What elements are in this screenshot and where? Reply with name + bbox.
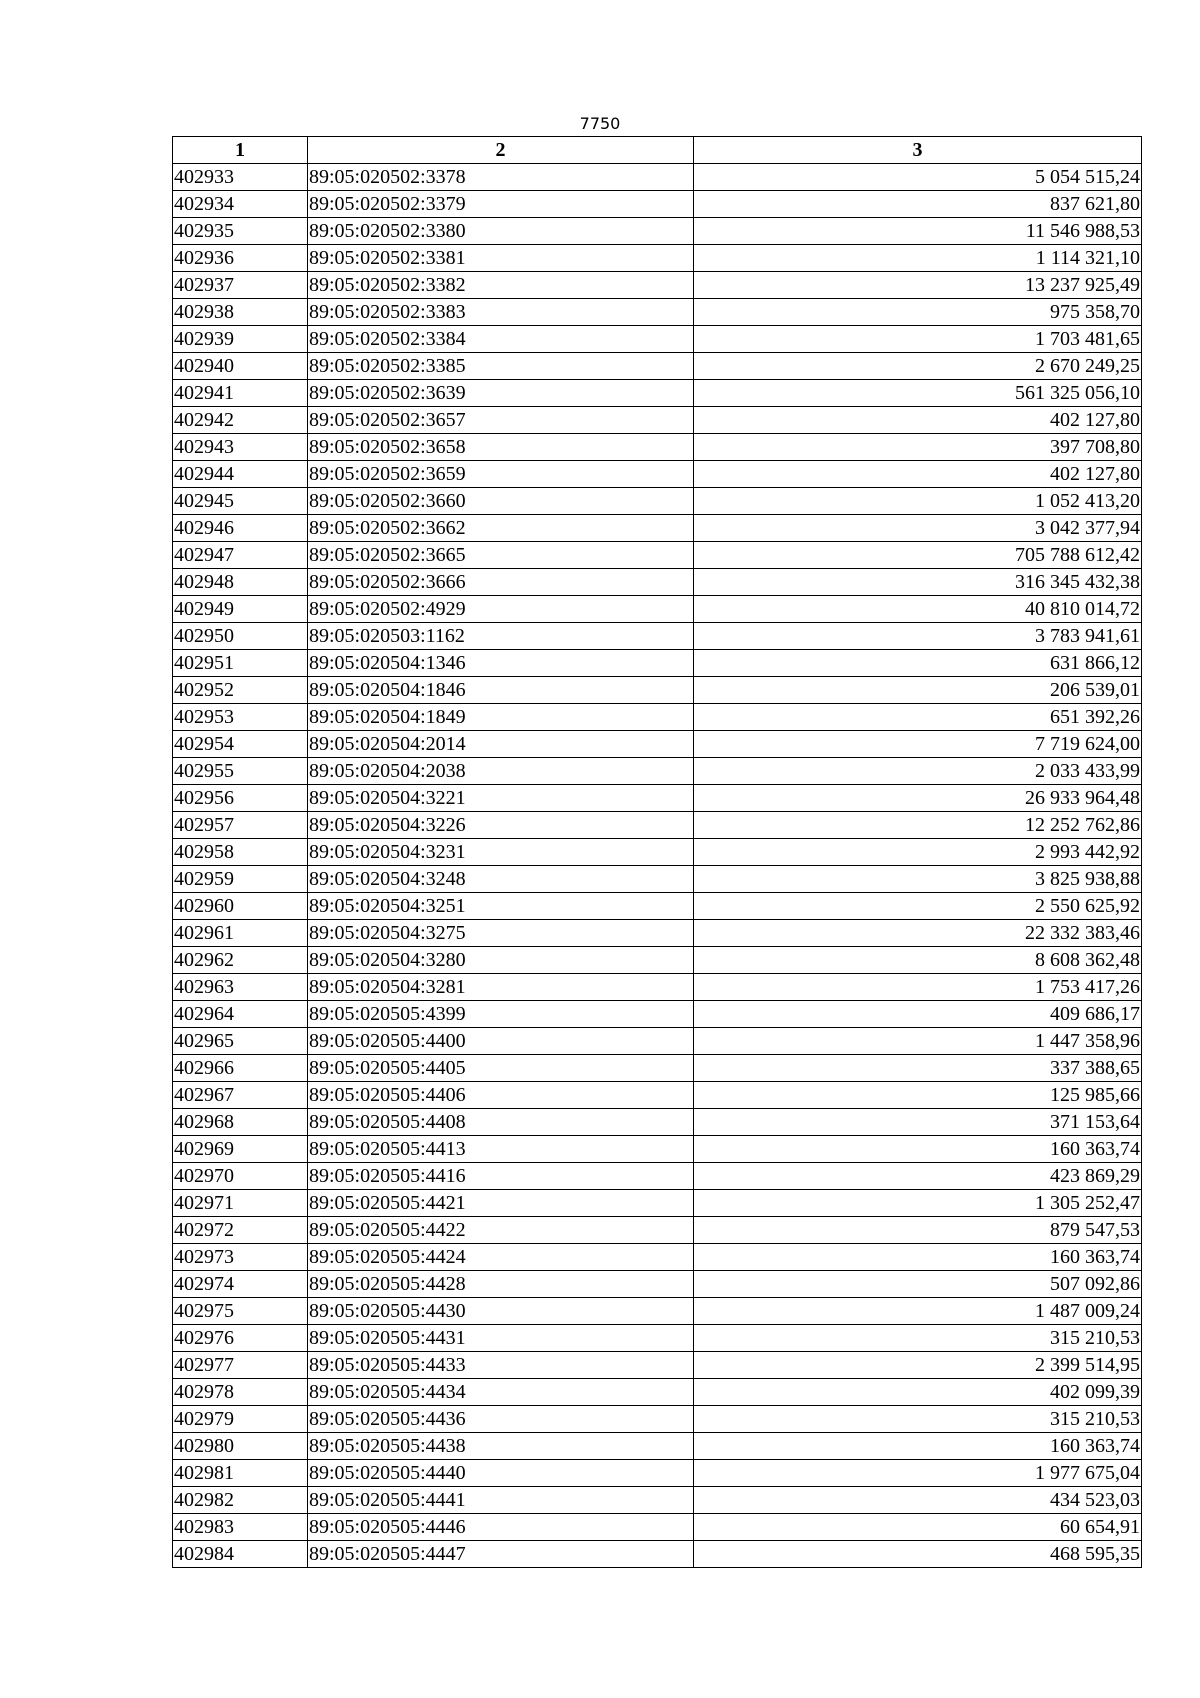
table-row <box>173 515 1142 542</box>
cadastral-number-cell: 89:05:020502:3659 <box>308 461 694 488</box>
row-number-cell: 402950 <box>173 623 308 650</box>
cadastral-number-cell: 89:05:020502:3658 <box>308 434 694 461</box>
row-number-cell: 402961 <box>173 920 308 947</box>
cadastral-number-cell: 89:05:020504:3221 <box>308 785 694 812</box>
value-cell: 2 993 442,92 <box>694 839 1142 866</box>
value-cell: 3 825 938,88 <box>694 866 1142 893</box>
table-row <box>173 164 1142 191</box>
table-row <box>173 1514 1142 1541</box>
cadastral-number-cell: 89:05:020504:3248 <box>308 866 694 893</box>
row-number-cell: 402936 <box>173 245 308 272</box>
value-cell: 206 539,01 <box>694 677 1142 704</box>
value-cell: 507 092,86 <box>694 1271 1142 1298</box>
value-cell: 3 783 941,61 <box>694 623 1142 650</box>
cadastral-number-cell: 89:05:020502:3665 <box>308 542 694 569</box>
value-cell: 60 654,91 <box>694 1514 1142 1541</box>
row-number-cell: 402937 <box>173 272 308 299</box>
cadastral-number-cell: 89:05:020505:4422 <box>308 1217 694 1244</box>
cadastral-number-cell: 89:05:020505:4413 <box>308 1136 694 1163</box>
value-cell: 160 363,74 <box>694 1244 1142 1271</box>
row-number-cell: 402965 <box>173 1028 308 1055</box>
value-cell: 402 099,39 <box>694 1379 1142 1406</box>
value-cell: 631 866,12 <box>694 650 1142 677</box>
value-cell: 879 547,53 <box>694 1217 1142 1244</box>
row-number-cell: 402963 <box>173 974 308 1001</box>
row-number-cell: 402943 <box>173 434 308 461</box>
cadastral-number-cell: 89:05:020502:3384 <box>308 326 694 353</box>
row-number-cell: 402956 <box>173 785 308 812</box>
row-number-cell: 402934 <box>173 191 308 218</box>
row-number-cell: 402939 <box>173 326 308 353</box>
cadastral-number-cell: 89:05:020505:4421 <box>308 1190 694 1217</box>
cadastral-number-cell: 89:05:020502:3662 <box>308 515 694 542</box>
value-cell: 40 810 014,72 <box>694 596 1142 623</box>
row-number-cell: 402975 <box>173 1298 308 1325</box>
table-row <box>173 1055 1142 1082</box>
value-cell: 2 399 514,95 <box>694 1352 1142 1379</box>
column-header-2: 2 <box>308 137 694 164</box>
table-row <box>173 677 1142 704</box>
table-row <box>173 839 1142 866</box>
table-row <box>173 1190 1142 1217</box>
table-row <box>173 1487 1142 1514</box>
value-cell: 315 210,53 <box>694 1406 1142 1433</box>
row-number-cell: 402980 <box>173 1433 308 1460</box>
cadastral-number-cell: 89:05:020502:3382 <box>308 272 694 299</box>
cadastral-number-cell: 89:05:020504:1346 <box>308 650 694 677</box>
table-row <box>173 353 1142 380</box>
row-number-cell: 402942 <box>173 407 308 434</box>
table-row <box>173 974 1142 1001</box>
value-cell: 8 608 362,48 <box>694 947 1142 974</box>
table-row <box>173 1001 1142 1028</box>
table-row <box>173 623 1142 650</box>
value-cell: 434 523,03 <box>694 1487 1142 1514</box>
value-cell: 1 114 321,10 <box>694 245 1142 272</box>
cadastral-number-cell: 89:05:020505:4408 <box>308 1109 694 1136</box>
value-cell: 468 595,35 <box>694 1541 1142 1568</box>
cadastral-number-cell: 89:05:020505:4416 <box>308 1163 694 1190</box>
table-row <box>173 1217 1142 1244</box>
cadastral-number-cell: 89:05:020504:2014 <box>308 731 694 758</box>
table-row <box>173 1406 1142 1433</box>
table-row <box>173 1109 1142 1136</box>
table-row <box>173 218 1142 245</box>
cadastral-number-cell: 89:05:020505:4434 <box>308 1379 694 1406</box>
row-number-cell: 402976 <box>173 1325 308 1352</box>
row-number-cell: 402935 <box>173 218 308 245</box>
value-cell: 371 153,64 <box>694 1109 1142 1136</box>
value-cell: 1 977 675,04 <box>694 1460 1142 1487</box>
header-row <box>173 137 1142 164</box>
row-number-cell: 402982 <box>173 1487 308 1514</box>
row-number-cell: 402940 <box>173 353 308 380</box>
row-number-cell: 402979 <box>173 1406 308 1433</box>
table-row <box>173 191 1142 218</box>
value-cell: 13 237 925,49 <box>694 272 1142 299</box>
row-number-cell: 402958 <box>173 839 308 866</box>
value-cell: 160 363,74 <box>694 1136 1142 1163</box>
table-row <box>173 1271 1142 1298</box>
value-cell: 402 127,80 <box>694 407 1142 434</box>
value-cell: 837 621,80 <box>694 191 1142 218</box>
table-row <box>173 569 1142 596</box>
table-row <box>173 326 1142 353</box>
row-number-cell: 402945 <box>173 488 308 515</box>
table-row <box>173 1244 1142 1271</box>
table-row <box>173 407 1142 434</box>
row-number-cell: 402972 <box>173 1217 308 1244</box>
cadastral-number-cell: 89:05:020505:4438 <box>308 1433 694 1460</box>
row-number-cell: 402970 <box>173 1163 308 1190</box>
cadastral-number-cell: 89:05:020504:3275 <box>308 920 694 947</box>
value-cell: 12 252 762,86 <box>694 812 1142 839</box>
value-cell: 337 388,65 <box>694 1055 1142 1082</box>
table-row <box>173 1352 1142 1379</box>
cadastral-number-cell: 89:05:020502:4929 <box>308 596 694 623</box>
cadastral-number-cell: 89:05:020505:4433 <box>308 1352 694 1379</box>
row-number-cell: 402981 <box>173 1460 308 1487</box>
column-header-1: 1 <box>173 137 308 164</box>
value-cell: 975 358,70 <box>694 299 1142 326</box>
cadastral-number-cell: 89:05:020504:3231 <box>308 839 694 866</box>
table-row <box>173 461 1142 488</box>
cadastral-number-cell: 89:05:020504:3280 <box>308 947 694 974</box>
value-cell: 1 447 358,96 <box>694 1028 1142 1055</box>
cadastral-number-cell: 89:05:020504:2038 <box>308 758 694 785</box>
table-row <box>173 299 1142 326</box>
cadastral-number-cell: 89:05:020505:4431 <box>308 1325 694 1352</box>
value-cell: 397 708,80 <box>694 434 1142 461</box>
cadastral-number-cell: 89:05:020504:1846 <box>308 677 694 704</box>
table-row <box>173 488 1142 515</box>
row-number-cell: 402973 <box>173 1244 308 1271</box>
cadastral-number-cell: 89:05:020505:4441 <box>308 1487 694 1514</box>
table-row <box>173 1082 1142 1109</box>
cadastral-number-cell: 89:05:020502:3657 <box>308 407 694 434</box>
cadastral-number-cell: 89:05:020505:4428 <box>308 1271 694 1298</box>
table-row <box>173 1460 1142 1487</box>
table-row <box>173 758 1142 785</box>
cadastral-number-cell: 89:05:020505:4399 <box>308 1001 694 1028</box>
cadastral-number-cell: 89:05:020505:4440 <box>308 1460 694 1487</box>
row-number-cell: 402946 <box>173 515 308 542</box>
cadastral-number-cell: 89:05:020504:3251 <box>308 893 694 920</box>
value-cell: 26 933 964,48 <box>694 785 1142 812</box>
row-number-cell: 402951 <box>173 650 308 677</box>
value-cell: 160 363,74 <box>694 1433 1142 1460</box>
table-row <box>173 1541 1142 1568</box>
value-cell: 2 033 433,99 <box>694 758 1142 785</box>
value-cell: 7 719 624,00 <box>694 731 1142 758</box>
cadastral-number-cell: 89:05:020504:1849 <box>308 704 694 731</box>
row-number-cell: 402952 <box>173 677 308 704</box>
value-cell: 125 985,66 <box>694 1082 1142 1109</box>
table-row <box>173 272 1142 299</box>
row-number-cell: 402964 <box>173 1001 308 1028</box>
cadastral-number-cell: 89:05:020505:4446 <box>308 1514 694 1541</box>
cadastral-number-cell: 89:05:020502:3666 <box>308 569 694 596</box>
table-row <box>173 866 1142 893</box>
value-cell: 2 550 625,92 <box>694 893 1142 920</box>
row-number-cell: 402962 <box>173 947 308 974</box>
table-row <box>173 1325 1142 1352</box>
value-cell: 1 753 417,26 <box>694 974 1142 1001</box>
cadastral-number-cell: 89:05:020504:3226 <box>308 812 694 839</box>
cadastral-number-cell: 89:05:020502:3380 <box>308 218 694 245</box>
row-number-cell: 402969 <box>173 1136 308 1163</box>
value-cell: 561 325 056,10 <box>694 380 1142 407</box>
table-row <box>173 245 1142 272</box>
cadastral-number-cell: 89:05:020502:3378 <box>308 164 694 191</box>
row-number-cell: 402968 <box>173 1109 308 1136</box>
table-row <box>173 1379 1142 1406</box>
cadastral-number-cell: 89:05:020505:4400 <box>308 1028 694 1055</box>
table-row <box>173 434 1142 461</box>
cadastral-number-cell: 89:05:020502:3385 <box>308 353 694 380</box>
table-row <box>173 731 1142 758</box>
cadastral-number-cell: 89:05:020503:1162 <box>308 623 694 650</box>
table-row <box>173 1163 1142 1190</box>
row-number-cell: 402933 <box>173 164 308 191</box>
row-number-cell: 402957 <box>173 812 308 839</box>
value-cell: 22 332 383,46 <box>694 920 1142 947</box>
table-row <box>173 785 1142 812</box>
row-number-cell: 402954 <box>173 731 308 758</box>
table-row <box>173 947 1142 974</box>
cadastral-number-cell: 89:05:020502:3379 <box>308 191 694 218</box>
cadastral-number-cell: 89:05:020502:3383 <box>308 299 694 326</box>
row-number-cell: 402974 <box>173 1271 308 1298</box>
cadastral-number-cell: 89:05:020505:4430 <box>308 1298 694 1325</box>
table-row <box>173 704 1142 731</box>
row-number-cell: 402960 <box>173 893 308 920</box>
cadastral-number-cell: 89:05:020502:3639 <box>308 380 694 407</box>
row-number-cell: 402977 <box>173 1352 308 1379</box>
value-cell: 1 703 481,65 <box>694 326 1142 353</box>
cadastral-number-cell: 89:05:020505:4405 <box>308 1055 694 1082</box>
table-row <box>173 920 1142 947</box>
cadastral-number-cell: 89:05:020502:3381 <box>308 245 694 272</box>
table-row <box>173 1298 1142 1325</box>
value-cell: 316 345 432,38 <box>694 569 1142 596</box>
cadastral-number-cell: 89:05:020504:3281 <box>308 974 694 1001</box>
row-number-cell: 402953 <box>173 704 308 731</box>
value-cell: 705 788 612,42 <box>694 542 1142 569</box>
cadastral-number-cell: 89:05:020505:4447 <box>308 1541 694 1568</box>
row-number-cell: 402955 <box>173 758 308 785</box>
cadastral-number-cell: 89:05:020505:4436 <box>308 1406 694 1433</box>
row-number-cell: 402971 <box>173 1190 308 1217</box>
value-cell: 1 305 252,47 <box>694 1190 1142 1217</box>
row-number-cell: 402947 <box>173 542 308 569</box>
row-number-cell: 402959 <box>173 866 308 893</box>
data-table <box>172 136 1142 1568</box>
row-number-cell: 402948 <box>173 569 308 596</box>
table-row <box>173 1433 1142 1460</box>
row-number-cell: 402978 <box>173 1379 308 1406</box>
cadastral-number-cell: 89:05:020505:4424 <box>308 1244 694 1271</box>
table-row <box>173 542 1142 569</box>
value-cell: 2 670 249,25 <box>694 353 1142 380</box>
value-cell: 1 052 413,20 <box>694 488 1142 515</box>
row-number-cell: 402941 <box>173 380 308 407</box>
row-number-cell: 402949 <box>173 596 308 623</box>
table-row <box>173 1136 1142 1163</box>
value-cell: 409 686,17 <box>694 1001 1142 1028</box>
table-row <box>173 596 1142 623</box>
value-cell: 11 546 988,53 <box>694 218 1142 245</box>
value-cell: 651 392,26 <box>694 704 1142 731</box>
row-number-cell: 402944 <box>173 461 308 488</box>
row-number-cell: 402938 <box>173 299 308 326</box>
value-cell: 315 210,53 <box>694 1325 1142 1352</box>
page-number: 7750 <box>579 114 621 133</box>
table-row <box>173 1028 1142 1055</box>
value-cell: 423 869,29 <box>694 1163 1142 1190</box>
row-number-cell: 402966 <box>173 1055 308 1082</box>
value-cell: 402 127,80 <box>694 461 1142 488</box>
row-number-cell: 402984 <box>173 1541 308 1568</box>
row-number-cell: 402983 <box>173 1514 308 1541</box>
table-row <box>173 812 1142 839</box>
value-cell: 1 487 009,24 <box>694 1298 1142 1325</box>
table-row <box>173 650 1142 677</box>
value-cell: 3 042 377,94 <box>694 515 1142 542</box>
table-body <box>173 164 1142 1568</box>
column-header-3: 3 <box>694 137 1142 164</box>
value-cell: 5 054 515,24 <box>694 164 1142 191</box>
table-row <box>173 380 1142 407</box>
table-row <box>173 893 1142 920</box>
cadastral-number-cell: 89:05:020502:3660 <box>308 488 694 515</box>
row-number-cell: 402967 <box>173 1082 308 1109</box>
cadastral-number-cell: 89:05:020505:4406 <box>308 1082 694 1109</box>
